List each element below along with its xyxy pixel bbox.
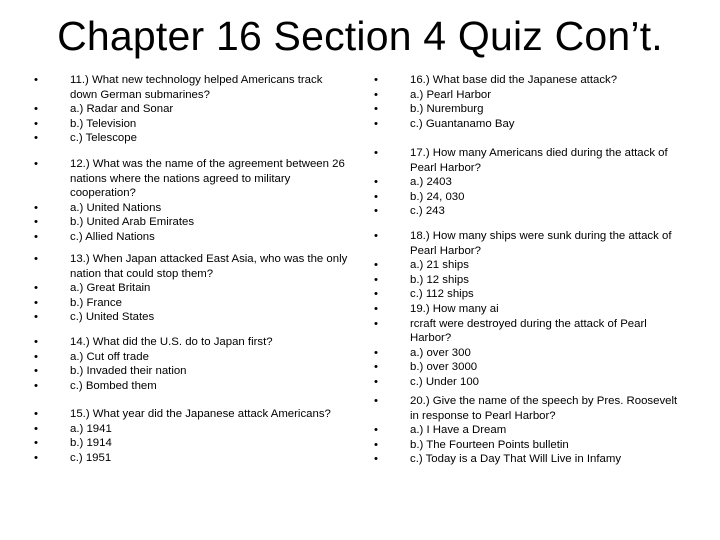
question-14 [30, 335, 350, 393]
answer-text: c.) 112 ships [410, 288, 474, 301]
bullet-icon: • [374, 438, 378, 451]
question-text: rcraft were destroyed during the attack of Pearl Harbor? [410, 317, 647, 345]
bullet-icon: • [34, 451, 38, 464]
bullet-icon: • [374, 288, 378, 301]
answer-text: a.) 21 ships [410, 259, 469, 272]
question-line [30, 252, 350, 281]
question-text: 13.) When Japan attacked East Asia, who was the only nation that could stop them? [70, 253, 348, 280]
bullet-icon: • [374, 259, 378, 272]
answer-text: c.) Allied Nations [70, 230, 155, 243]
answer-line [370, 438, 685, 453]
bullet-icon: • [374, 117, 378, 130]
bullet-icon: • [34, 282, 38, 295]
bullet-icon: • [34, 422, 38, 435]
bullet-icon: • [374, 103, 378, 116]
answer-text: c.) United States [70, 311, 155, 324]
answer-line [370, 190, 685, 205]
question-12 [30, 157, 350, 245]
answer-text: a.) 2403 [410, 176, 452, 189]
answer-text: a.) Pearl Harbor [410, 88, 492, 101]
answer-line [370, 204, 685, 219]
question-line [370, 317, 685, 346]
answer-text: c.) Telescope [70, 132, 137, 145]
answer-line [30, 201, 350, 216]
answer-line [370, 102, 685, 117]
bullet-icon: • [34, 350, 38, 363]
answer-line [30, 296, 350, 311]
question-16 [370, 73, 685, 131]
answer-text: a.) 1941 [70, 422, 112, 435]
answer-line [370, 175, 685, 190]
bullet-icon: • [374, 147, 378, 159]
question-line [370, 394, 685, 423]
question-text: 16.) What base did the Japanese attack? [410, 74, 618, 86]
answer-text: a.) I Have a Dream [410, 424, 507, 437]
answer-line [370, 452, 685, 467]
bullet-icon: • [34, 158, 38, 170]
bullet-icon: • [374, 346, 378, 359]
question-line [30, 73, 350, 102]
answer-line [30, 364, 350, 379]
answer-text: c.) Bombed them [70, 379, 157, 392]
bullet-icon: • [34, 379, 38, 392]
bullet-icon: • [374, 230, 378, 242]
bullet-icon: • [374, 361, 378, 374]
answer-line [30, 310, 350, 325]
question-line [370, 73, 685, 88]
bullet-icon: • [374, 375, 378, 388]
answer-line [370, 375, 685, 390]
bullet-icon: • [374, 205, 378, 218]
bullet-icon: • [374, 317, 378, 330]
answer-text: b.) Nuremburg [410, 103, 484, 116]
answer-line [30, 131, 350, 146]
question-text: 17.) How many Americans died during the attack of Pearl Harbor? [410, 147, 668, 174]
answer-line [370, 258, 685, 273]
question-text: 14.) What did the U.S. do to Japan first? [70, 336, 273, 348]
bullet-icon: • [34, 437, 38, 450]
bullet-icon: • [34, 230, 38, 243]
bullet-icon: • [374, 395, 378, 407]
question-line [370, 229, 685, 258]
bullet-icon: • [34, 336, 38, 348]
question-text: 15.) What year did the Japanese attack Americans? [70, 408, 331, 420]
question-20 [370, 394, 685, 467]
question-11 [30, 73, 350, 146]
bullet-icon: • [374, 273, 378, 286]
answer-line [30, 379, 350, 394]
answer-line [30, 281, 350, 296]
answer-line [370, 346, 685, 361]
answer-text: a.) over 300 [410, 346, 471, 359]
answer-text: a.) Great Britain [70, 282, 151, 295]
bullet-icon: • [374, 302, 378, 315]
bullet-icon: • [34, 103, 38, 116]
bullet-icon: • [34, 201, 38, 214]
question-line [30, 407, 350, 422]
bullet-icon: • [34, 408, 38, 420]
question-text: 20.) Give the name of the speech by Pres. Roosevelt in response to Pearl Harbor? [410, 395, 678, 422]
answer-text: b.) France [70, 296, 122, 309]
answer-line [30, 350, 350, 365]
answer-line [30, 102, 350, 117]
question-18-19 [370, 229, 685, 390]
answer-line [370, 287, 685, 302]
question-17 [370, 146, 685, 219]
bullet-icon: • [34, 216, 38, 229]
question-text: 12.) What was the name of the agreement between 26 nations where the nations agreed to military cooperation? [70, 158, 345, 200]
answer-text: a.) Radar and Sonar [70, 103, 174, 116]
answer-text: b.) 1914 [70, 437, 112, 450]
bullet-icon: • [374, 190, 378, 203]
answer-line [30, 230, 350, 245]
question-line [30, 335, 350, 350]
answer-line [30, 215, 350, 230]
question-text: 11.) What new technology helped Americans track down German submarines? [70, 74, 323, 101]
bullet-icon: • [34, 74, 38, 86]
bullet-icon: • [374, 424, 378, 437]
answer-text: c.) Today is a Day That Will Live in Infamy [410, 453, 622, 466]
question-15 [30, 407, 350, 465]
answer-text: b.) United Arab Emirates [70, 216, 195, 229]
bullet-icon: • [34, 311, 38, 324]
bullet-icon: • [34, 117, 38, 130]
answer-line [30, 451, 350, 466]
question-line [370, 146, 685, 175]
answer-line [370, 88, 685, 103]
answer-text: b.) The Fourteen Points bulletin [410, 438, 569, 451]
answer-line [370, 423, 685, 438]
answer-text: b.) Invaded their nation [70, 365, 187, 378]
answer-text: c.) Under 100 [410, 375, 480, 388]
answer-text: a.) United Nations [70, 201, 162, 214]
answer-line [370, 360, 685, 375]
answer-text: a.) Cut off trade [70, 350, 149, 363]
question-13 [30, 252, 350, 325]
bullet-icon: • [374, 453, 378, 466]
answer-text: c.) 1951 [70, 451, 112, 464]
answer-text: b.) 12 ships [410, 273, 469, 286]
answer-text: c.) Guantanamo Bay [410, 117, 515, 130]
answer-line [370, 117, 685, 132]
bullet-icon: • [374, 88, 378, 101]
bullet-icon: • [374, 176, 378, 189]
bullet-icon: • [34, 132, 38, 145]
question-line [370, 302, 685, 317]
question-text: 18.) How many ships were sunk during the attack of Pearl Harbor? [410, 230, 672, 257]
question-line [30, 157, 350, 201]
page-title: Chapter 16 Section 4 Quiz Con’t. [57, 13, 663, 59]
answer-text: b.) over 3000 [410, 361, 478, 374]
bullet-icon: • [34, 296, 38, 309]
answer-text: c.) 243 [410, 205, 445, 218]
answer-text: b.) 24, 030 [410, 190, 465, 203]
answer-line [30, 117, 350, 132]
bullet-icon: • [34, 253, 38, 265]
bullet-icon: • [374, 74, 378, 86]
answer-text: b.) Television [70, 117, 137, 130]
question-text: 19.) How many ai [410, 302, 499, 315]
answer-line [370, 273, 685, 288]
answer-line [30, 422, 350, 437]
answer-line [30, 436, 350, 451]
bullet-icon: • [34, 365, 38, 378]
